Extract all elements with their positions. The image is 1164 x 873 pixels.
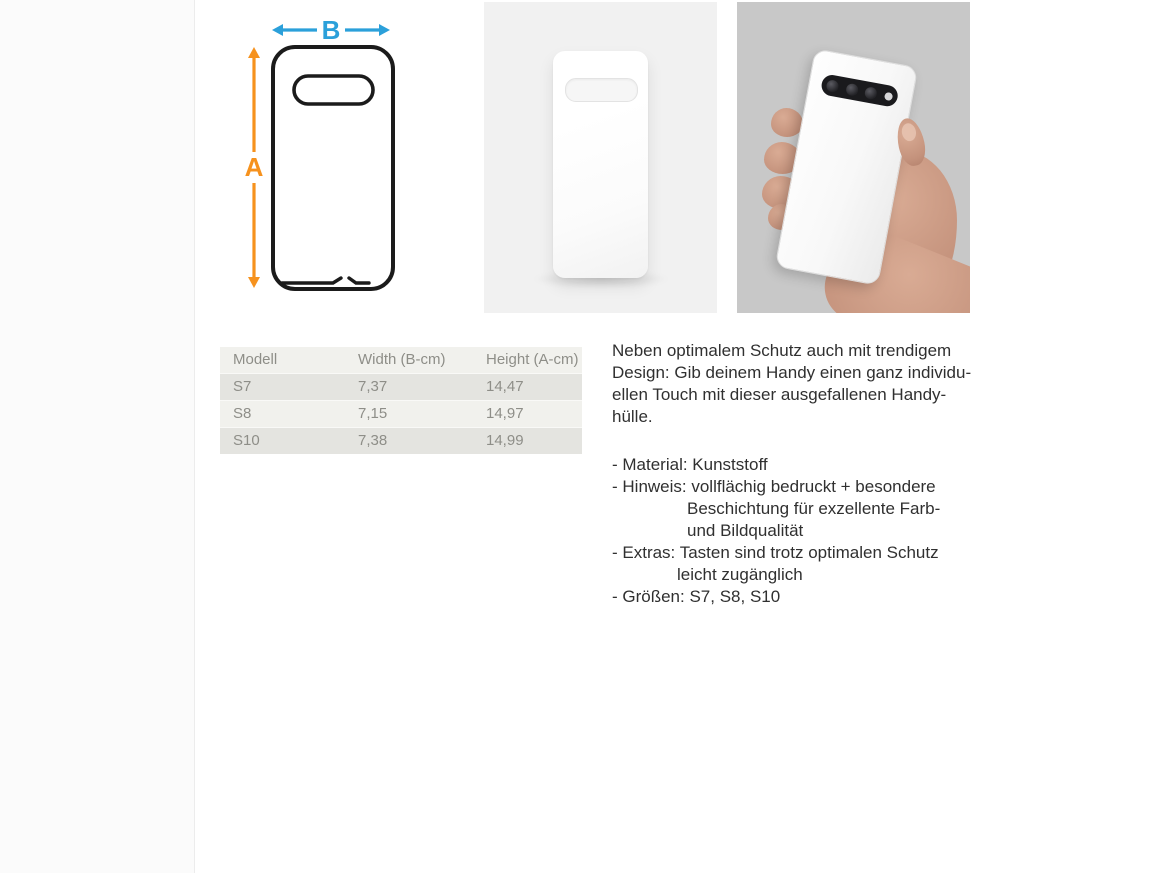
description-line: Design: Gib deinem Handy einen ganz individu- bbox=[612, 363, 972, 382]
spec-line: - Größen: S7, S8, S10 bbox=[612, 587, 781, 606]
table-row bbox=[220, 400, 582, 427]
spec-line: - Hinweis: vollflächig bedruckt + besondere bbox=[612, 477, 936, 496]
dimension-diagram-image[interactable] bbox=[195, 0, 481, 313]
table-row bbox=[220, 373, 582, 400]
camera-lens-icon bbox=[845, 82, 859, 96]
spec-line: - Material: Kunststoff bbox=[612, 455, 768, 474]
description-line: ellen Touch mit dieser ausgefallenen Handy- bbox=[612, 385, 947, 404]
column-header-model: Modell bbox=[233, 351, 278, 369]
hand-photo-image[interactable] bbox=[737, 2, 970, 313]
model-cell: S8 bbox=[233, 405, 252, 422]
height-cell: 14,99 bbox=[486, 432, 524, 450]
spec-line: leicht zugänglich bbox=[677, 565, 803, 584]
width-label: B bbox=[321, 15, 341, 45]
model-cell: S10 bbox=[233, 432, 260, 450]
column-header-width: Width (B-cm) bbox=[358, 351, 446, 369]
page-left-margin bbox=[0, 0, 195, 873]
description-line: Neben optimalem Schutz auch mit trendigem bbox=[612, 341, 952, 360]
description-paragraph bbox=[612, 340, 972, 428]
spec-line: Beschichtung für exzellente Farb- bbox=[687, 499, 941, 518]
dimension-diagram bbox=[240, 14, 400, 299]
camera-flash-icon bbox=[884, 91, 893, 100]
phone-case bbox=[553, 51, 648, 278]
size-table-header-row bbox=[220, 347, 582, 373]
spec-list bbox=[612, 454, 972, 608]
description-line: hülle. bbox=[612, 407, 653, 426]
height-cell: 14,97 bbox=[486, 405, 524, 422]
spec-line: und Bildqualität bbox=[687, 521, 804, 540]
height-cell: 14,47 bbox=[486, 378, 524, 395]
product-description bbox=[612, 340, 972, 608]
fingertip-icon bbox=[771, 108, 803, 137]
width-cell: 7,15 bbox=[358, 405, 388, 422]
case-mockup-image[interactable] bbox=[484, 2, 717, 313]
thumb-nail bbox=[900, 122, 917, 143]
width-cell: 7,37 bbox=[358, 378, 388, 395]
table-row bbox=[220, 427, 582, 454]
size-table bbox=[220, 347, 582, 454]
height-label: A bbox=[244, 152, 264, 182]
spec-line: - Extras: Tasten sind trotz optimalen Schutz bbox=[612, 543, 939, 562]
camera-lens-icon bbox=[864, 86, 878, 100]
width-cell: 7,38 bbox=[358, 432, 388, 450]
model-cell: S7 bbox=[233, 378, 252, 395]
camera-cutout bbox=[565, 78, 638, 102]
camera-cutout-outline bbox=[294, 76, 373, 104]
column-header-height: Height (A-cm) bbox=[486, 351, 579, 369]
camera-lens-icon bbox=[826, 79, 840, 93]
camera-module bbox=[820, 73, 900, 108]
